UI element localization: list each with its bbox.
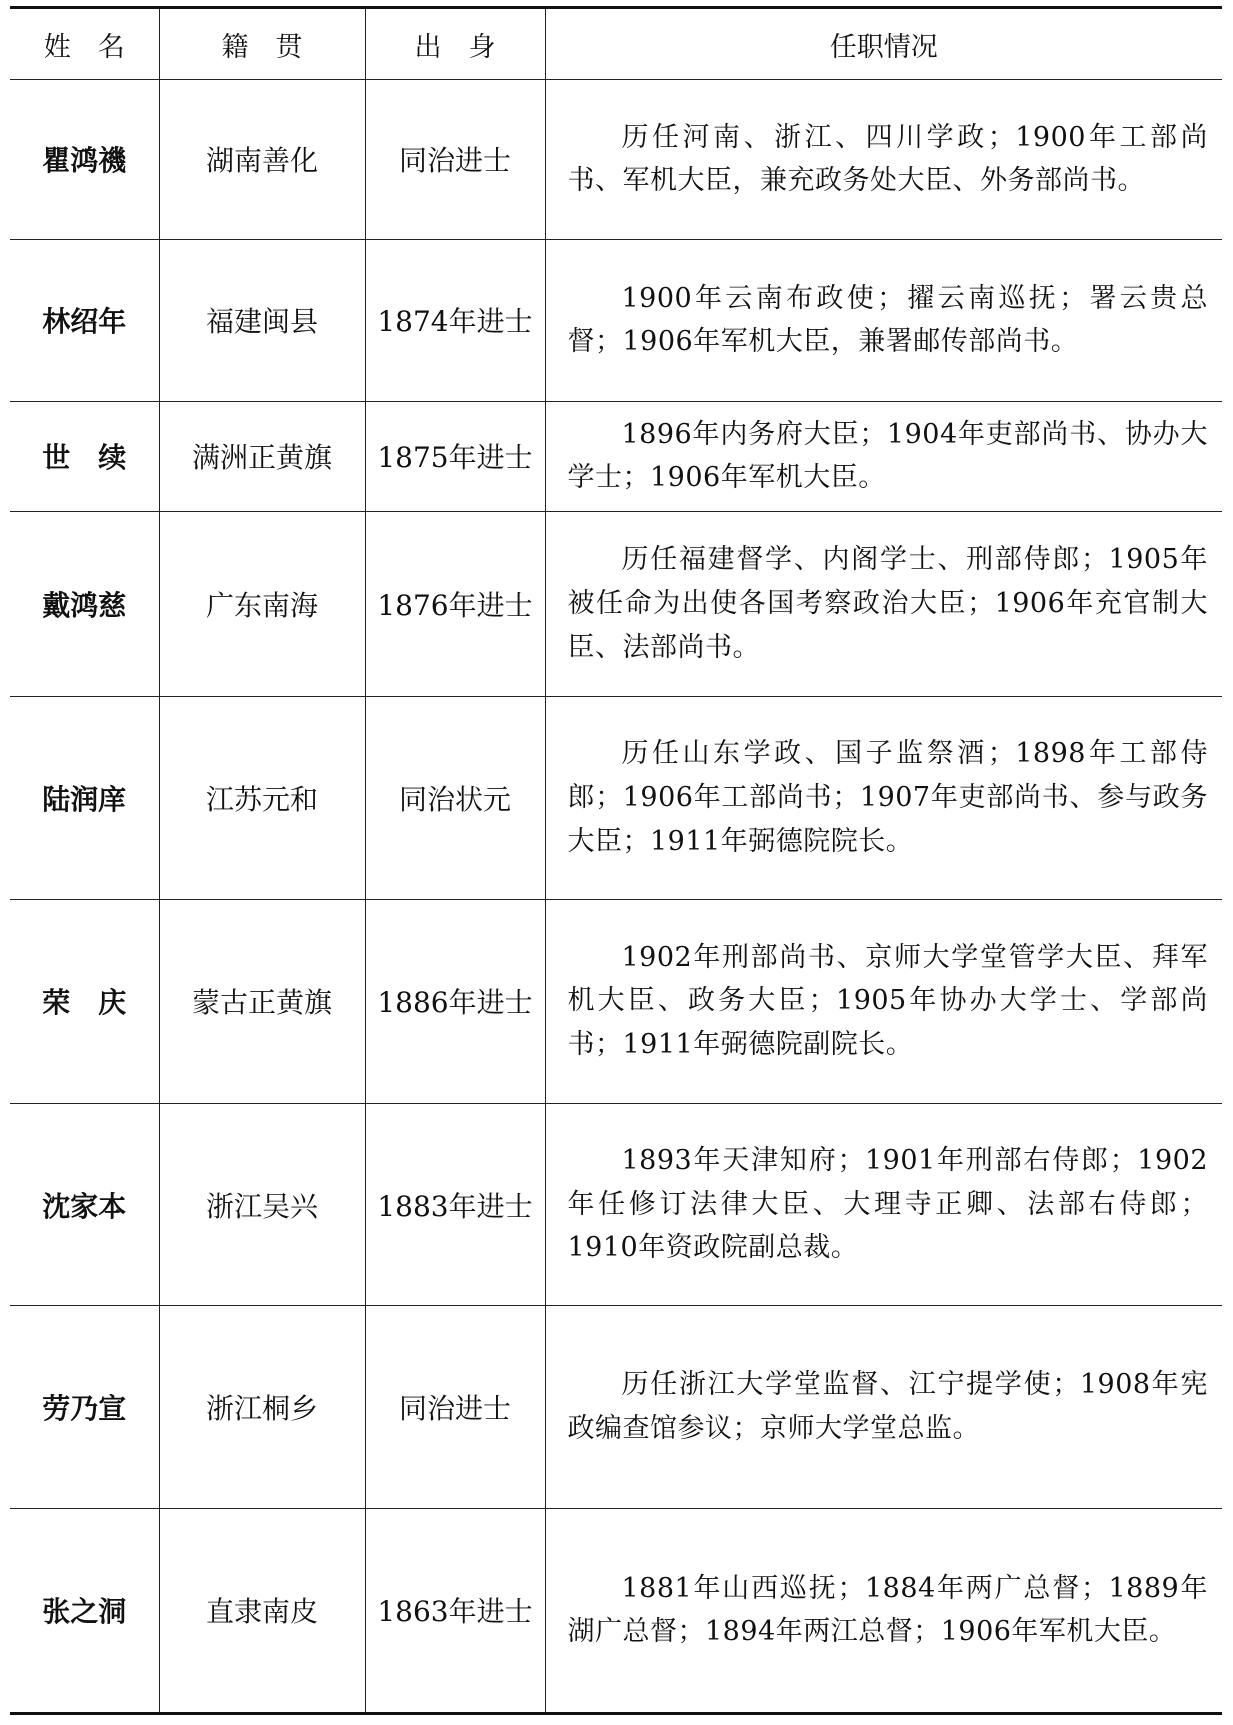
- cell-career: 1893年天津知府；1901年刑部右侍郎；1902年任修订法律大臣、大理寺正卿、法部右侍郎；1910年资政院副总裁。: [545, 1103, 1222, 1305]
- table-row: [10, 1306, 1222, 1508]
- cell-name: 荣 庆: [10, 899, 159, 1103]
- cell-name: 沈家本: [10, 1103, 159, 1305]
- table-row: [10, 899, 1222, 1103]
- cell-career: 历任山东学政、国子监祭酒；1898年工部侍郎；1906年工部尚书；1907年吏部尚书、参与政务大臣；1911年弼德院院长。: [545, 697, 1222, 899]
- cell-name: 林绍年: [10, 239, 159, 402]
- cell-origin: 浙江吴兴: [159, 1103, 365, 1305]
- cell-origin: 浙江桐乡: [159, 1306, 365, 1508]
- table-row: [10, 697, 1222, 899]
- header-row: [10, 8, 1222, 80]
- cell-career: 1881年山西巡抚；1884年两广总督；1889年湖广总督；1894年两江总督；1906年军机大臣。: [545, 1508, 1222, 1714]
- header-degree: 出 身: [365, 8, 545, 80]
- cell-degree: 1886年进士: [365, 899, 545, 1103]
- cell-degree: 同治状元: [365, 697, 545, 899]
- cell-origin: 蒙古正黄旗: [159, 899, 365, 1103]
- cell-name: 戴鸿慈: [10, 511, 159, 697]
- cell-degree: 同治进士: [365, 1306, 545, 1508]
- table-row: [10, 402, 1222, 511]
- cell-career: 历任福建督学、内阁学士、刑部侍郎；1905年被任命为出使各国考察政治大臣；1906年充官制大臣、法部尚书。: [545, 511, 1222, 697]
- header-origin: 籍 贯: [159, 8, 365, 80]
- cell-career: 历任浙江大学堂监督、江宁提学使；1908年宪政编查馆参议；京师大学堂总监。: [545, 1306, 1222, 1508]
- cell-degree: 1874年进士: [365, 239, 545, 402]
- cell-career: 1896年内务府大臣；1904年吏部尚书、协办大学士；1906年军机大臣。: [545, 402, 1222, 511]
- header-name: 姓 名: [10, 8, 159, 80]
- table-row: [10, 511, 1222, 697]
- header-career: 任职情况: [545, 8, 1222, 80]
- cell-career: 1902年刑部尚书、京师大学堂管学大臣、拜军机大臣、政务大臣；1905年协办大学士、学部尚书；1911年弼德院副院长。: [545, 899, 1222, 1103]
- cell-degree: 1863年进士: [365, 1508, 545, 1714]
- cell-origin: 广东南海: [159, 511, 365, 697]
- cell-name: 张之洞: [10, 1508, 159, 1714]
- cell-origin: 满洲正黄旗: [159, 402, 365, 511]
- cell-degree: 1876年进士: [365, 511, 545, 697]
- cell-degree: 1875年进士: [365, 402, 545, 511]
- officials-table: [10, 6, 1222, 1715]
- cell-name: 陆润庠: [10, 697, 159, 899]
- cell-origin: 福建闽县: [159, 239, 365, 402]
- cell-career: 1900年云南布政使；擢云南巡抚；署云贵总督；1906年军机大臣，兼署邮传部尚书。: [545, 239, 1222, 402]
- cell-career: 历任河南、浙江、四川学政；1900年工部尚书、军机大臣，兼充政务处大臣、外务部尚书。: [545, 80, 1222, 240]
- table-row: [10, 239, 1222, 402]
- cell-degree: 同治进士: [365, 80, 545, 240]
- table-row: [10, 1508, 1222, 1714]
- table-row: [10, 80, 1222, 240]
- cell-origin: 湖南善化: [159, 80, 365, 240]
- cell-name: 世 续: [10, 402, 159, 511]
- cell-origin: 江苏元和: [159, 697, 365, 899]
- cell-origin: 直隶南皮: [159, 1508, 365, 1714]
- cell-name: 瞿鸿禨: [10, 80, 159, 240]
- cell-degree: 1883年进士: [365, 1103, 545, 1305]
- cell-name: 劳乃宣: [10, 1306, 159, 1508]
- table-row: [10, 1103, 1222, 1305]
